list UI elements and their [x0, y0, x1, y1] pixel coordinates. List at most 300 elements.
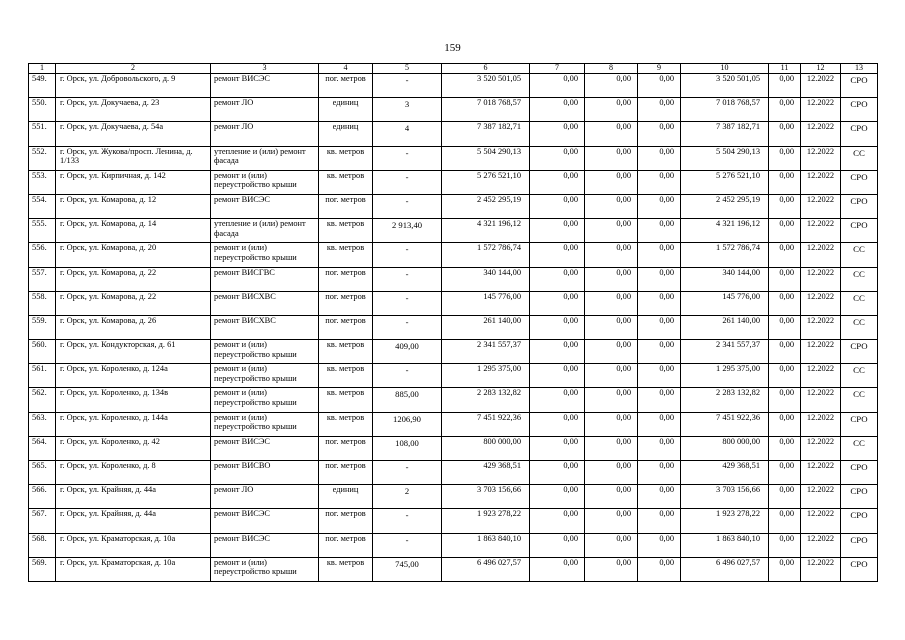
fund-mode-cell: СРО: [841, 122, 878, 146]
work-type-cell: ремонт и (или) переустройство крыши: [211, 170, 319, 194]
completion-date-cell: 12.2022: [801, 194, 841, 218]
column-header: 9: [638, 64, 681, 74]
work-type-cell: ремонт и (или) переустройство крыши: [211, 557, 319, 581]
table-row: [29, 267, 878, 291]
quantity-cell: 108,00: [373, 436, 442, 460]
fund-cell: 0,00: [530, 412, 585, 436]
other-funds-cell: 0,00: [769, 291, 801, 315]
row-number: 553.: [29, 170, 56, 194]
table-row: [29, 388, 878, 412]
quantity-cell: 745,00: [373, 557, 442, 581]
table-row: [29, 557, 878, 581]
quantity-cell: -: [373, 533, 442, 557]
quantity-cell: -: [373, 291, 442, 315]
owner-funds-cell: 4 321 196,12: [681, 219, 769, 243]
unit-cell: кв. метров: [319, 364, 373, 388]
table-row: [29, 509, 878, 533]
quantity-cell: -: [373, 170, 442, 194]
table-row: [29, 98, 878, 122]
fund-cell: 0,00: [638, 340, 681, 364]
row-number: 556.: [29, 243, 56, 267]
fund-cell: 0,00: [638, 533, 681, 557]
row-number: 569.: [29, 557, 56, 581]
fund-mode-cell: СРО: [841, 533, 878, 557]
fund-mode-cell: СРО: [841, 485, 878, 509]
fund-cell: 0,00: [585, 533, 638, 557]
column-header: 12: [801, 64, 841, 74]
owner-funds-cell: 1 863 840,10: [681, 533, 769, 557]
unit-cell: пог. метров: [319, 461, 373, 485]
unit-cell: кв. метров: [319, 146, 373, 170]
owner-funds-cell: 1 923 278,22: [681, 509, 769, 533]
fund-cell: 0,00: [638, 98, 681, 122]
fund-cell: 0,00: [585, 340, 638, 364]
unit-cell: пог. метров: [319, 315, 373, 339]
completion-date-cell: 12.2022: [801, 315, 841, 339]
address-cell: г. Орск, ул. Жукова/просп. Ленина, д. 1/133: [56, 146, 211, 170]
column-header: 11: [769, 64, 801, 74]
total-cost-cell: 7 387 182,71: [442, 122, 530, 146]
owner-funds-cell: 800 000,00: [681, 436, 769, 460]
address-cell: г. Орск, ул. Краматорская, д. 10а: [56, 533, 211, 557]
column-header: 5: [373, 64, 442, 74]
work-type-cell: ремонт ВИСЭС: [211, 436, 319, 460]
capital-repair-table: [28, 63, 878, 582]
unit-cell: пог. метров: [319, 194, 373, 218]
table-row: [29, 291, 878, 315]
unit-cell: пог. метров: [319, 436, 373, 460]
unit-cell: пог. метров: [319, 509, 373, 533]
column-header: 7: [530, 64, 585, 74]
fund-cell: 0,00: [638, 315, 681, 339]
owner-funds-cell: 145 776,00: [681, 291, 769, 315]
address-cell: г. Орск, ул. Короленко, д. 42: [56, 436, 211, 460]
fund-cell: 0,00: [585, 509, 638, 533]
other-funds-cell: 0,00: [769, 557, 801, 581]
completion-date-cell: 12.2022: [801, 291, 841, 315]
fund-mode-cell: СРО: [841, 194, 878, 218]
total-cost-cell: 429 368,51: [442, 461, 530, 485]
table-row: [29, 461, 878, 485]
work-type-cell: ремонт и (или) переустройство крыши: [211, 340, 319, 364]
unit-cell: пог. метров: [319, 267, 373, 291]
completion-date-cell: 12.2022: [801, 461, 841, 485]
fund-cell: 0,00: [638, 74, 681, 98]
table-row: [29, 243, 878, 267]
table-row: [29, 170, 878, 194]
other-funds-cell: 0,00: [769, 74, 801, 98]
work-type-cell: ремонт ВИСХВС: [211, 291, 319, 315]
fund-mode-cell: СРО: [841, 219, 878, 243]
fund-cell: 0,00: [530, 388, 585, 412]
total-cost-cell: 6 496 027,57: [442, 557, 530, 581]
fund-cell: 0,00: [530, 340, 585, 364]
total-cost-cell: 3 520 501,05: [442, 74, 530, 98]
owner-funds-cell: 1 295 375,00: [681, 364, 769, 388]
fund-cell: 0,00: [638, 485, 681, 509]
owner-funds-cell: 3 703 156,66: [681, 485, 769, 509]
work-type-cell: ремонт ВИСЭС: [211, 74, 319, 98]
owner-funds-cell: 7 387 182,71: [681, 122, 769, 146]
completion-date-cell: 12.2022: [801, 146, 841, 170]
quantity-cell: -: [373, 364, 442, 388]
address-cell: г. Орск, ул. Кирпичная, д. 142: [56, 170, 211, 194]
quantity-cell: -: [373, 243, 442, 267]
fund-cell: 0,00: [638, 412, 681, 436]
fund-cell: 0,00: [530, 461, 585, 485]
fund-mode-cell: СРО: [841, 74, 878, 98]
address-cell: г. Орск, ул. Короленко, д. 124а: [56, 364, 211, 388]
unit-cell: кв. метров: [319, 219, 373, 243]
work-type-cell: ремонт ВИСХВС: [211, 315, 319, 339]
total-cost-cell: 7 018 768,57: [442, 98, 530, 122]
total-cost-cell: 2 341 557,37: [442, 340, 530, 364]
address-cell: г. Орск, ул. Комарова, д. 26: [56, 315, 211, 339]
other-funds-cell: 0,00: [769, 243, 801, 267]
fund-cell: 0,00: [638, 388, 681, 412]
work-type-cell: ремонт ВИСГВС: [211, 267, 319, 291]
table-row: [29, 146, 878, 170]
completion-date-cell: 12.2022: [801, 485, 841, 509]
total-cost-cell: 1 295 375,00: [442, 364, 530, 388]
address-cell: г. Орск, ул. Добровольского, д. 9: [56, 74, 211, 98]
quantity-cell: 885,00: [373, 388, 442, 412]
other-funds-cell: 0,00: [769, 461, 801, 485]
fund-cell: 0,00: [585, 74, 638, 98]
work-type-cell: ремонт ВИСЭС: [211, 533, 319, 557]
fund-cell: 0,00: [530, 267, 585, 291]
column-header: 2: [56, 64, 211, 74]
completion-date-cell: 12.2022: [801, 388, 841, 412]
total-cost-cell: 340 144,00: [442, 267, 530, 291]
total-cost-cell: 4 321 196,12: [442, 219, 530, 243]
fund-cell: 0,00: [638, 267, 681, 291]
other-funds-cell: 0,00: [769, 98, 801, 122]
fund-cell: 0,00: [585, 146, 638, 170]
owner-funds-cell: 7 018 768,57: [681, 98, 769, 122]
fund-cell: 0,00: [638, 291, 681, 315]
unit-cell: кв. метров: [319, 557, 373, 581]
row-number: 568.: [29, 533, 56, 557]
unit-cell: кв. метров: [319, 412, 373, 436]
fund-cell: 0,00: [530, 122, 585, 146]
fund-cell: 0,00: [585, 436, 638, 460]
fund-cell: 0,00: [530, 194, 585, 218]
unit-cell: единиц: [319, 122, 373, 146]
fund-cell: 0,00: [638, 146, 681, 170]
row-number: 551.: [29, 122, 56, 146]
quantity-cell: -: [373, 146, 442, 170]
address-cell: г. Орск, ул. Докучаева, д. 23: [56, 98, 211, 122]
work-type-cell: ремонт и (или) переустройство крыши: [211, 412, 319, 436]
fund-cell: 0,00: [638, 170, 681, 194]
work-type-cell: ремонт и (или) переустройство крыши: [211, 388, 319, 412]
total-cost-cell: 2 452 295,19: [442, 194, 530, 218]
owner-funds-cell: 1 572 786,74: [681, 243, 769, 267]
completion-date-cell: 12.2022: [801, 364, 841, 388]
table-row: [29, 533, 878, 557]
row-number: 552.: [29, 146, 56, 170]
total-cost-cell: 1 923 278,22: [442, 509, 530, 533]
completion-date-cell: 12.2022: [801, 98, 841, 122]
fund-cell: 0,00: [585, 170, 638, 194]
fund-cell: 0,00: [530, 98, 585, 122]
row-number: 567.: [29, 509, 56, 533]
fund-cell: 0,00: [530, 436, 585, 460]
total-cost-cell: 261 140,00: [442, 315, 530, 339]
owner-funds-cell: 261 140,00: [681, 315, 769, 339]
address-cell: г. Орск, ул. Комарова, д. 14: [56, 219, 211, 243]
table-row: [29, 74, 878, 98]
other-funds-cell: 0,00: [769, 122, 801, 146]
owner-funds-cell: 5 276 521,10: [681, 170, 769, 194]
fund-cell: 0,00: [530, 533, 585, 557]
work-type-cell: ремонт ВИСЭС: [211, 509, 319, 533]
fund-cell: 0,00: [585, 291, 638, 315]
unit-cell: кв. метров: [319, 388, 373, 412]
column-header: 13: [841, 64, 878, 74]
fund-cell: 0,00: [638, 461, 681, 485]
fund-cell: 0,00: [530, 243, 585, 267]
quantity-cell: -: [373, 267, 442, 291]
table-row: [29, 194, 878, 218]
row-number: 555.: [29, 219, 56, 243]
unit-cell: кв. метров: [319, 243, 373, 267]
row-number: 562.: [29, 388, 56, 412]
fund-cell: 0,00: [585, 243, 638, 267]
completion-date-cell: 12.2022: [801, 122, 841, 146]
address-cell: г. Орск, ул. Комарова, д. 22: [56, 291, 211, 315]
fund-cell: 0,00: [585, 364, 638, 388]
fund-cell: 0,00: [638, 219, 681, 243]
fund-mode-cell: СРО: [841, 98, 878, 122]
owner-funds-cell: 2 452 295,19: [681, 194, 769, 218]
unit-cell: кв. метров: [319, 170, 373, 194]
fund-cell: 0,00: [585, 219, 638, 243]
page-number: 159: [444, 42, 461, 54]
fund-cell: 0,00: [638, 557, 681, 581]
work-type-cell: ремонт и (или) переустройство крыши: [211, 364, 319, 388]
address-cell: г. Орск, ул. Кондукторская, д. 61: [56, 340, 211, 364]
quantity-cell: 4: [373, 122, 442, 146]
column-header: 8: [585, 64, 638, 74]
completion-date-cell: 12.2022: [801, 340, 841, 364]
column-header: 6: [442, 64, 530, 74]
owner-funds-cell: 7 451 922,36: [681, 412, 769, 436]
owner-funds-cell: 3 520 501,05: [681, 74, 769, 98]
fund-cell: 0,00: [530, 219, 585, 243]
quantity-cell: 3: [373, 98, 442, 122]
work-type-cell: утепление и (или) ремонт фасада: [211, 146, 319, 170]
work-type-cell: ремонт и (или) переустройство крыши: [211, 243, 319, 267]
completion-date-cell: 12.2022: [801, 170, 841, 194]
fund-cell: 0,00: [638, 243, 681, 267]
fund-mode-cell: СС: [841, 243, 878, 267]
row-number: 566.: [29, 485, 56, 509]
address-cell: г. Орск, ул. Короленко, д. 134в: [56, 388, 211, 412]
row-number: 563.: [29, 412, 56, 436]
owner-funds-cell: 429 368,51: [681, 461, 769, 485]
address-cell: г. Орск, ул. Комарова, д. 12: [56, 194, 211, 218]
row-number: 561.: [29, 364, 56, 388]
fund-mode-cell: СРО: [841, 170, 878, 194]
row-number: 559.: [29, 315, 56, 339]
other-funds-cell: 0,00: [769, 364, 801, 388]
fund-mode-cell: СС: [841, 291, 878, 315]
fund-cell: 0,00: [585, 485, 638, 509]
completion-date-cell: 12.2022: [801, 533, 841, 557]
work-type-cell: утепление и (или) ремонт фасада: [211, 219, 319, 243]
completion-date-cell: 12.2022: [801, 509, 841, 533]
total-cost-cell: 3 703 156,66: [442, 485, 530, 509]
other-funds-cell: 0,00: [769, 388, 801, 412]
address-cell: г. Орск, ул. Комарова, д. 22: [56, 267, 211, 291]
address-cell: г. Орск, ул. Крайняя, д. 44а: [56, 509, 211, 533]
other-funds-cell: 0,00: [769, 315, 801, 339]
fund-mode-cell: СС: [841, 315, 878, 339]
fund-cell: 0,00: [585, 315, 638, 339]
work-type-cell: ремонт ЛО: [211, 98, 319, 122]
total-cost-cell: 1 572 786,74: [442, 243, 530, 267]
column-number-row: [29, 64, 878, 74]
total-cost-cell: 7 451 922,36: [442, 412, 530, 436]
table-row: [29, 219, 878, 243]
work-type-cell: ремонт ВИСЭС: [211, 194, 319, 218]
fund-mode-cell: СС: [841, 146, 878, 170]
other-funds-cell: 0,00: [769, 533, 801, 557]
column-header: 1: [29, 64, 56, 74]
table-row: [29, 436, 878, 460]
work-type-cell: ремонт ЛО: [211, 122, 319, 146]
fund-cell: 0,00: [530, 315, 585, 339]
table-row: [29, 485, 878, 509]
owner-funds-cell: 5 504 290,13: [681, 146, 769, 170]
fund-cell: 0,00: [585, 388, 638, 412]
work-type-cell: ремонт ВИСВО: [211, 461, 319, 485]
fund-cell: 0,00: [530, 146, 585, 170]
address-cell: г. Орск, ул. Крайняя, д. 44а: [56, 485, 211, 509]
address-cell: г. Орск, ул. Короленко, д. 144а: [56, 412, 211, 436]
owner-funds-cell: 340 144,00: [681, 267, 769, 291]
row-number: 560.: [29, 340, 56, 364]
address-cell: г. Орск, ул. Докучаева, д. 54а: [56, 122, 211, 146]
quantity-cell: -: [373, 194, 442, 218]
fund-cell: 0,00: [530, 74, 585, 98]
completion-date-cell: 12.2022: [801, 557, 841, 581]
quantity-cell: -: [373, 74, 442, 98]
quantity-cell: 1206,90: [373, 412, 442, 436]
total-cost-cell: 2 283 132,82: [442, 388, 530, 412]
unit-cell: пог. метров: [319, 291, 373, 315]
fund-mode-cell: СРО: [841, 461, 878, 485]
row-number: 557.: [29, 267, 56, 291]
column-header: 10: [681, 64, 769, 74]
quantity-cell: 409,00: [373, 340, 442, 364]
table-row: [29, 315, 878, 339]
other-funds-cell: 0,00: [769, 267, 801, 291]
fund-cell: 0,00: [585, 412, 638, 436]
total-cost-cell: 800 000,00: [442, 436, 530, 460]
other-funds-cell: 0,00: [769, 436, 801, 460]
other-funds-cell: 0,00: [769, 146, 801, 170]
fund-mode-cell: СС: [841, 364, 878, 388]
row-number: 550.: [29, 98, 56, 122]
owner-funds-cell: 2 283 132,82: [681, 388, 769, 412]
fund-cell: 0,00: [638, 194, 681, 218]
completion-date-cell: 12.2022: [801, 74, 841, 98]
fund-cell: 0,00: [530, 485, 585, 509]
other-funds-cell: 0,00: [769, 170, 801, 194]
fund-mode-cell: СРО: [841, 509, 878, 533]
fund-mode-cell: СРО: [841, 412, 878, 436]
fund-cell: 0,00: [585, 98, 638, 122]
other-funds-cell: 0,00: [769, 219, 801, 243]
row-number: 564.: [29, 436, 56, 460]
address-cell: г. Орск, ул. Краматорская, д. 10а: [56, 557, 211, 581]
fund-mode-cell: СС: [841, 267, 878, 291]
other-funds-cell: 0,00: [769, 412, 801, 436]
table-row: [29, 364, 878, 388]
fund-cell: 0,00: [638, 436, 681, 460]
other-funds-cell: 0,00: [769, 340, 801, 364]
other-funds-cell: 0,00: [769, 509, 801, 533]
fund-cell: 0,00: [638, 509, 681, 533]
quantity-cell: -: [373, 509, 442, 533]
fund-cell: 0,00: [585, 194, 638, 218]
unit-cell: пог. метров: [319, 533, 373, 557]
row-number: 558.: [29, 291, 56, 315]
total-cost-cell: 1 863 840,10: [442, 533, 530, 557]
address-cell: г. Орск, ул. Комарова, д. 20: [56, 243, 211, 267]
unit-cell: единиц: [319, 98, 373, 122]
table-row: [29, 122, 878, 146]
total-cost-cell: 5 504 290,13: [442, 146, 530, 170]
fund-mode-cell: СС: [841, 388, 878, 412]
owner-funds-cell: 2 341 557,37: [681, 340, 769, 364]
fund-cell: 0,00: [638, 122, 681, 146]
fund-cell: 0,00: [585, 122, 638, 146]
unit-cell: единиц: [319, 485, 373, 509]
address-cell: г. Орск, ул. Короленко, д. 8: [56, 461, 211, 485]
column-header: 3: [211, 64, 319, 74]
fund-cell: 0,00: [530, 364, 585, 388]
column-header: 4: [319, 64, 373, 74]
other-funds-cell: 0,00: [769, 194, 801, 218]
completion-date-cell: 12.2022: [801, 219, 841, 243]
completion-date-cell: 12.2022: [801, 243, 841, 267]
unit-cell: пог. метров: [319, 74, 373, 98]
fund-mode-cell: СС: [841, 436, 878, 460]
row-number: 565.: [29, 461, 56, 485]
fund-cell: 0,00: [530, 509, 585, 533]
row-number: 554.: [29, 194, 56, 218]
row-number: 549.: [29, 74, 56, 98]
table-row: [29, 412, 878, 436]
table-row: [29, 340, 878, 364]
fund-cell: 0,00: [530, 170, 585, 194]
quantity-cell: -: [373, 315, 442, 339]
fund-cell: 0,00: [585, 461, 638, 485]
quantity-cell: 2 913,40: [373, 219, 442, 243]
fund-cell: 0,00: [585, 267, 638, 291]
unit-cell: кв. метров: [319, 340, 373, 364]
fund-cell: 0,00: [585, 557, 638, 581]
fund-mode-cell: СРО: [841, 340, 878, 364]
completion-date-cell: 12.2022: [801, 436, 841, 460]
work-type-cell: ремонт ЛО: [211, 485, 319, 509]
completion-date-cell: 12.2022: [801, 412, 841, 436]
owner-funds-cell: 6 496 027,57: [681, 557, 769, 581]
